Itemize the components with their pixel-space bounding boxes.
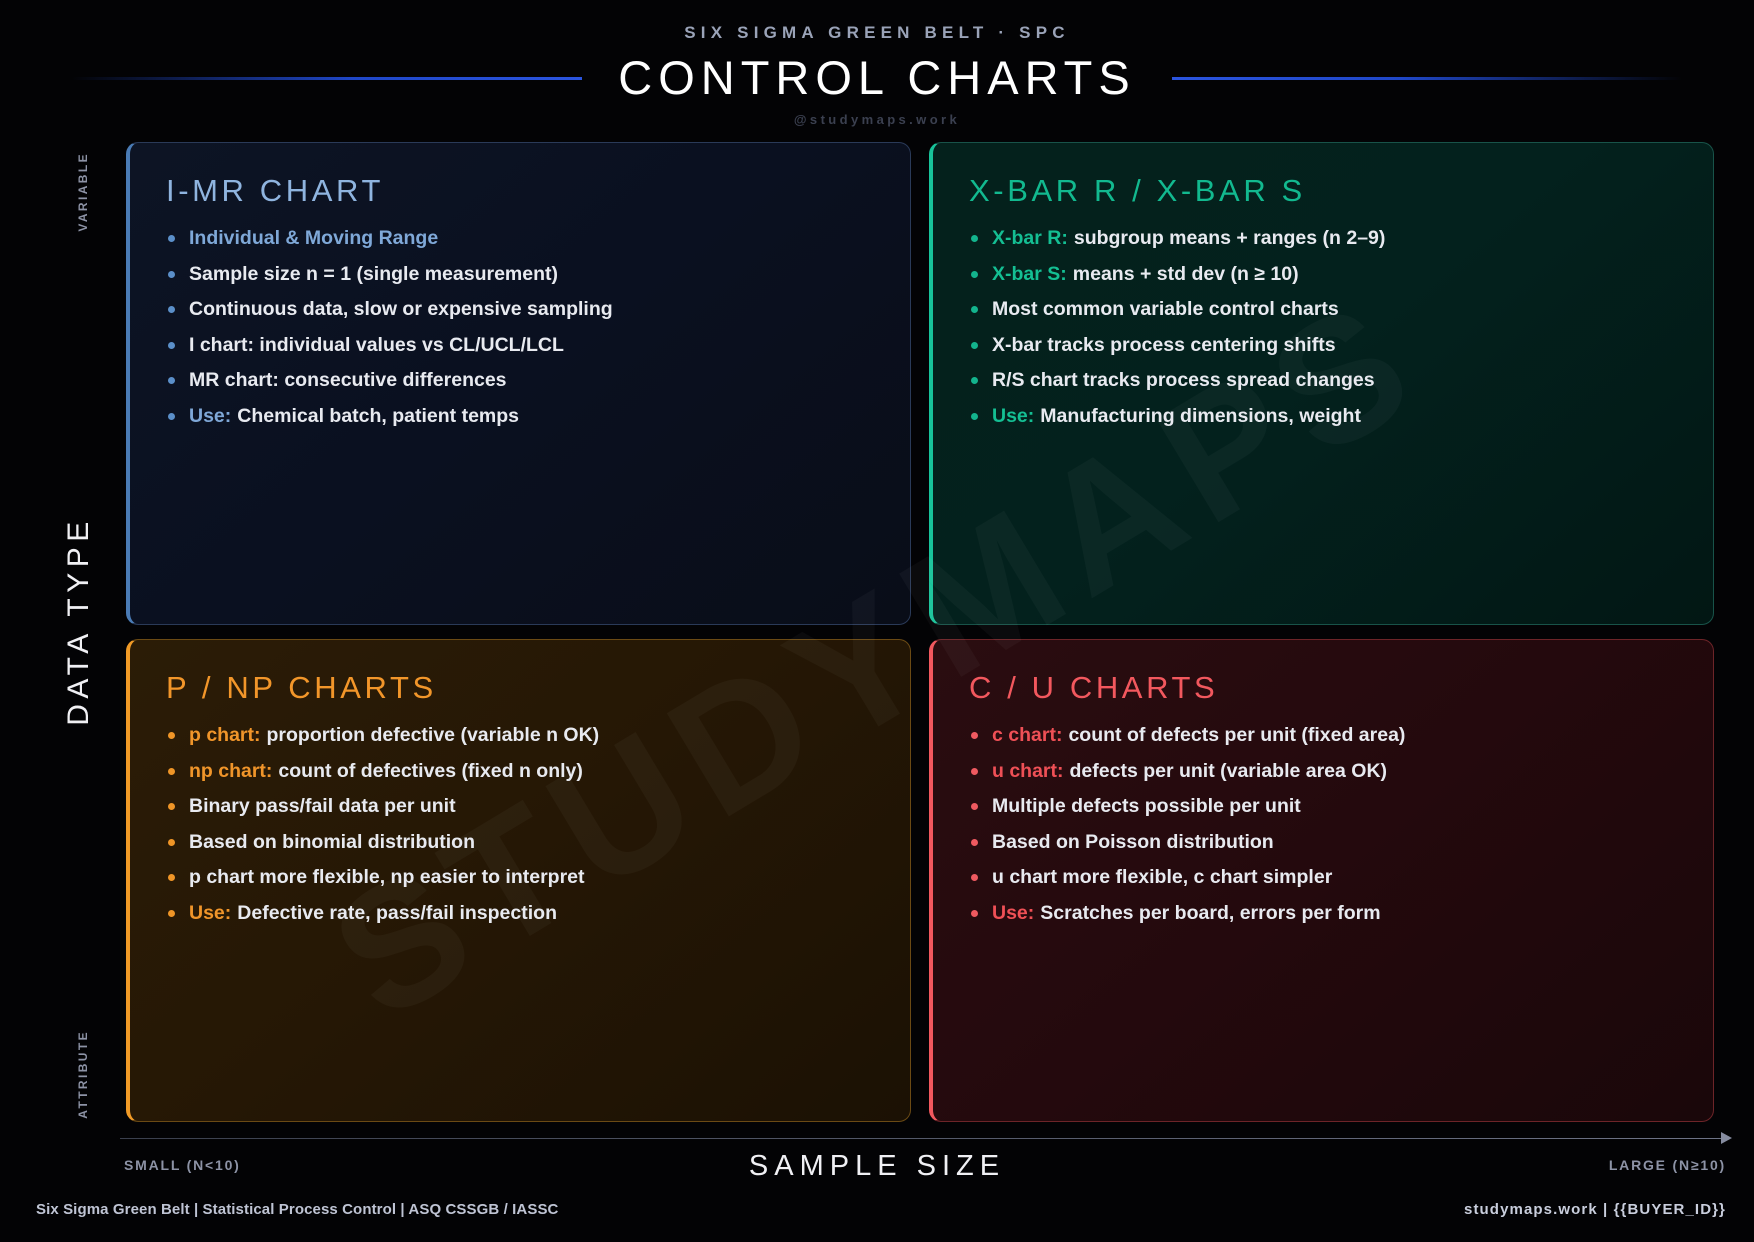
list-item	[166, 902, 876, 925]
bullet-body: Continuous data, slow or expensive sampling	[189, 298, 613, 320]
axis-x-label: SAMPLE SIZE	[748, 1150, 1006, 1182]
bullet-dot-icon	[971, 768, 978, 775]
panel-title-xbar: X-BAR R / X-BAR S	[969, 173, 1306, 208]
axis-x-line	[120, 1138, 1724, 1139]
list-item	[969, 405, 1679, 428]
bullet-body: I chart: individual values vs CL/UCL/LCL	[189, 333, 564, 356]
panel-grid	[126, 142, 1714, 1122]
bullet-body: means + std dev (n ≥ 10)	[1072, 262, 1299, 285]
panel-c-u-charts[interactable]	[929, 639, 1714, 1122]
bullet-dot-icon	[971, 874, 978, 881]
title-row	[0, 49, 1754, 105]
bullet-body: Sample size n = 1 (single measurement)	[189, 262, 559, 285]
bullet-list-pnp	[166, 724, 876, 925]
bullet-lead: X-bar R:	[992, 227, 1068, 249]
bullet-dot-icon	[168, 803, 175, 810]
bullet-lead: Use:	[189, 901, 232, 924]
bullet-dot-icon	[971, 732, 978, 739]
bullet-dot-icon	[168, 413, 175, 420]
list-item	[166, 760, 876, 783]
panel-title-imr: I-MR CHART	[166, 173, 384, 208]
bullet-body: Manufacturing dimensions, weight	[1040, 404, 1361, 427]
page-title: CONTROL CHARTS	[592, 50, 1162, 105]
bullet-dot-icon	[168, 271, 175, 278]
bullet-dot-icon	[971, 910, 978, 917]
bullet-body: defects per unit (variable area OK)	[1069, 759, 1388, 782]
bullet-body: Binary pass/fail data per unit	[189, 795, 456, 817]
axis-y-tick-variable: VARIABLE	[76, 152, 90, 232]
bullet-body: Based on Poisson distribution	[992, 830, 1274, 853]
list-item	[166, 227, 876, 250]
panel-imr-chart[interactable]	[126, 142, 911, 625]
list-item	[969, 334, 1679, 357]
bullet-dot-icon	[168, 910, 175, 917]
footer-left-text: Six Sigma Green Belt | Statistical Process Control | ASQ CSSGB / IASSC	[36, 1201, 559, 1218]
bullet-dot-icon	[971, 413, 978, 420]
panel-p-np-charts[interactable]	[126, 639, 911, 1122]
header-handle: @studymaps.work	[793, 112, 961, 127]
bullet-lead: Use:	[992, 404, 1035, 427]
bullet-dot-icon	[168, 377, 175, 384]
bullet-body: count of defectives (fixed n only)	[278, 759, 583, 782]
list-item	[969, 902, 1679, 925]
bullet-body: proportion defective (variable n OK)	[266, 724, 600, 746]
list-item	[969, 866, 1679, 889]
bullet-body: X-bar tracks process centering shifts	[992, 333, 1336, 356]
bullet-dot-icon	[168, 768, 175, 775]
panel-xbar-charts[interactable]	[929, 142, 1714, 625]
list-item	[969, 831, 1679, 854]
bullet-body: Scratches per board, errors per form	[1040, 901, 1381, 924]
bullet-body: Based on binomial distribution	[189, 830, 476, 853]
list-item	[166, 369, 876, 392]
bullet-dot-icon	[971, 235, 978, 242]
bullet-dot-icon	[971, 306, 978, 313]
list-item	[969, 298, 1679, 321]
list-item	[166, 405, 876, 428]
footer-right-text: studymaps.work | {{BUYER_ID}}	[1464, 1201, 1726, 1218]
bullet-lead: c chart:	[992, 724, 1063, 746]
bullet-lead: u chart:	[992, 759, 1064, 782]
bullet-lead: np chart:	[189, 759, 273, 782]
bullet-body: u chart more flexible, c chart simpler	[992, 866, 1333, 888]
bullet-dot-icon	[971, 342, 978, 349]
list-item	[166, 831, 876, 854]
list-item	[166, 795, 876, 818]
list-item	[166, 724, 876, 747]
bullet-lead: p chart:	[189, 724, 261, 746]
bullet-body: subgroup means + ranges (n 2–9)	[1073, 227, 1386, 249]
bullet-lead: X-bar S:	[992, 262, 1067, 285]
bullet-body: p chart more flexible, np easier to interpret	[189, 866, 585, 888]
bullet-body: Multiple defects possible per unit	[992, 795, 1301, 817]
header	[0, 0, 1754, 132]
bullet-dot-icon	[971, 839, 978, 846]
list-item	[166, 298, 876, 321]
bullet-body: R/S chart tracks process spread changes	[992, 369, 1375, 391]
axis-y-label: DATA TYPE	[62, 516, 95, 726]
bullet-dot-icon	[168, 342, 175, 349]
bullet-body: Most common variable control charts	[992, 298, 1339, 320]
list-item	[166, 334, 876, 357]
title-rule-right	[1172, 77, 1682, 80]
bullet-list-imr	[166, 227, 876, 428]
list-item	[969, 369, 1679, 392]
axis-x-tick-small: SMALL (N<10)	[124, 1157, 241, 1173]
axis-x-arrow-icon	[1721, 1132, 1732, 1144]
list-item	[969, 795, 1679, 818]
axis-x-tick-large: LARGE (N≥10)	[1608, 1157, 1726, 1173]
list-item	[166, 866, 876, 889]
panel-title-cu: C / U CHARTS	[969, 670, 1219, 705]
bullet-list-cu	[969, 724, 1679, 925]
bullet-body: Defective rate, pass/fail inspection	[237, 901, 557, 924]
bullet-dot-icon	[971, 377, 978, 384]
header-kicker: SIX SIGMA GREEN BELT · SPC	[684, 23, 1070, 42]
bullet-dot-icon	[168, 732, 175, 739]
bullet-list-xbar	[969, 227, 1679, 428]
bullet-body: MR chart: consecutive differences	[189, 369, 507, 391]
list-item	[969, 760, 1679, 783]
bullet-lead: Use:	[992, 901, 1035, 924]
bullet-dot-icon	[168, 839, 175, 846]
bullet-dot-icon	[971, 803, 978, 810]
bullet-lead: Individual & Moving Range	[189, 227, 439, 249]
bullet-body: count of defects per unit (fixed area)	[1068, 724, 1406, 746]
panel-title-pnp: P / NP CHARTS	[166, 670, 437, 705]
bullet-dot-icon	[168, 874, 175, 881]
bullet-lead: Use:	[189, 404, 232, 427]
bullet-dot-icon	[168, 306, 175, 313]
bullet-dot-icon	[971, 271, 978, 278]
title-rule-left	[72, 77, 582, 80]
bullet-body: Chemical batch, patient temps	[237, 404, 520, 427]
list-item	[969, 724, 1679, 747]
bullet-dot-icon	[168, 235, 175, 242]
list-item	[166, 263, 876, 286]
list-item	[969, 263, 1679, 286]
list-item	[969, 227, 1679, 250]
axis-y-tick-attribute: ATTRIBUTE	[76, 1030, 90, 1119]
